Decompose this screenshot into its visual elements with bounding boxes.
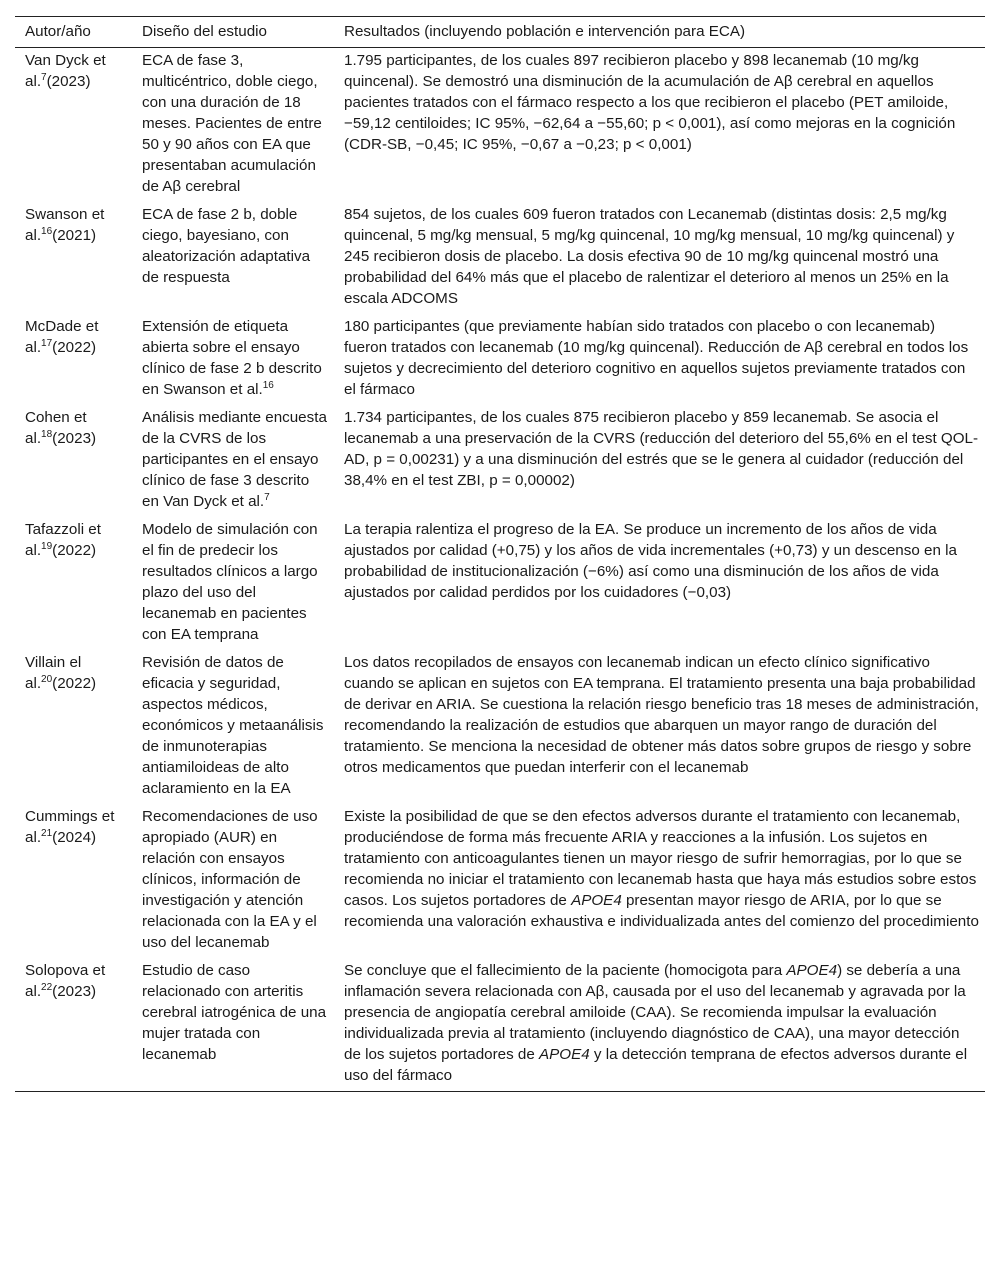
author-cell bbox=[15, 48, 132, 203]
design-cell bbox=[132, 804, 334, 958]
design-cell bbox=[132, 202, 334, 314]
author-cell bbox=[15, 314, 132, 405]
results-text-part: Existe la posibilidad de que se den efectos adversos durante el tratamiento con lecanemab, produciéndose de forma más frecuente ARIA y reacciones a la infusión. Los sujetos en tratamiento con anticoagulantes tienen un mayor riesgo de sufrir hemorragias, por lo que se recomienda no iniciar el tratamiento con lecanemab hasta que haya más estudios sobre estos casos. Los sujetos portadores de bbox=[344, 808, 977, 909]
author-cell bbox=[15, 517, 132, 650]
results-text: 1.795 participantes, de los cuales 897 recibieron placebo y 898 lecanemab (10 mg/kg quincenal). Se demostró una disminución de la acumulación de Aβ cerebral en aquellos pacientes tratados con el fármaco respecto a los que recibieron el placebo (PET amiloide, −59,12 centiloides; IC 95%, −62,64 a −55,60; p < 0,001), así como mejoras en la cognición (CDR-SB, −0,45; IC 95%, −0,67 a −0,23; p < 0,001) bbox=[344, 52, 956, 153]
design-ref: 7 bbox=[264, 491, 270, 503]
author-year: (2021) bbox=[52, 227, 97, 244]
author-ref: 7 bbox=[41, 71, 47, 83]
author-cell bbox=[15, 202, 132, 314]
results-text: Los datos recopilados de ensayos con lecanemab indican un efecto clínico significativo cuando se aplican en sujetos con EA temprana. El tratamiento presenta una baja probabilidad de derivar en ARIA. Se cuestiona la relación riesgo beneficio tras 18 meses de administración, recomendando la realización de estudios que abarquen un mayor rango de duración del tratamiento. Se menciona la necesidad de obtener más datos sobre grupos de riesgo y sobre otros medicamentos que puedan interferir con el lecanemab bbox=[344, 654, 979, 776]
author-name: Cummings et al. bbox=[25, 808, 115, 846]
author-year: (2022) bbox=[52, 542, 97, 559]
design-text: ECA de fase 2 b, doble ciego, bayesiano, con aleatorización adaptativa de respuesta bbox=[142, 206, 311, 286]
table-body bbox=[15, 48, 985, 1092]
author-name: Cohen et al. bbox=[25, 409, 87, 447]
design-cell bbox=[132, 958, 334, 1092]
results-cell bbox=[334, 314, 985, 405]
author-year: (2023) bbox=[52, 430, 97, 447]
results-cell bbox=[334, 958, 985, 1092]
author-cell bbox=[15, 405, 132, 517]
author-year: (2024) bbox=[52, 829, 97, 846]
author-name: Solopova et al. bbox=[25, 962, 106, 1000]
results-cell bbox=[334, 405, 985, 517]
author-cell bbox=[15, 650, 132, 804]
table-row bbox=[15, 804, 985, 958]
results-cell bbox=[334, 48, 985, 203]
results-cell bbox=[334, 202, 985, 314]
results-text-part: y la detección temprana de efectos adversos durante el uso del fármaco bbox=[344, 1046, 968, 1084]
gene-name: APOE4 bbox=[571, 892, 622, 909]
header-results: Resultados (incluyendo población e intervención para ECA) bbox=[334, 17, 985, 48]
table-row bbox=[15, 650, 985, 804]
author-cell bbox=[15, 958, 132, 1092]
design-text: Estudio de caso relacionado con arteritis cerebral iatrogénica de una mujer tratada con lecanemab bbox=[142, 962, 327, 1063]
author-year: (2022) bbox=[52, 675, 97, 692]
author-ref: 16 bbox=[41, 225, 53, 237]
design-cell bbox=[132, 48, 334, 203]
author-year: (2023) bbox=[46, 73, 91, 90]
results-cell bbox=[334, 804, 985, 958]
author-cell bbox=[15, 804, 132, 958]
results-text-part: ) se debería a una inflamación severa relacionada con Aβ, causada por el uso del lecanemab y agravada por la presencia de angiopatía cerebral amiloide (CAA). Se recomienda impulsar la evaluación individualizada previa al tratamiento (incluyendo diagnóstico de CAA), una mayor detección de los sujetos portadores de bbox=[344, 962, 966, 1063]
author-ref: 20 bbox=[41, 673, 53, 685]
author-name: Tafazzoli et al. bbox=[25, 521, 101, 559]
results-cell bbox=[334, 650, 985, 804]
design-ref: 16 bbox=[262, 379, 274, 391]
design-text: Análisis mediante encuesta de la CVRS de los participantes en el ensayo clínico de fase 3 descrito en Van Dyck et al. bbox=[142, 409, 327, 510]
header-row bbox=[15, 17, 985, 48]
author-year: (2022) bbox=[52, 339, 97, 356]
table-row bbox=[15, 958, 985, 1092]
results-text: 180 participantes (que previamente habían sido tratados con placebo o con lecanemab) fueron tratados con lecanemab (10 mg/kg quincenal). Reducción de Aβ cerebral en todos los sujetos y decrecimiento del deterioro cognitivo en aquellos sujetos previamente tratados con el fármaco bbox=[344, 318, 969, 398]
table-row bbox=[15, 517, 985, 650]
author-ref: 22 bbox=[41, 981, 53, 993]
table-row bbox=[15, 314, 985, 405]
design-cell bbox=[132, 314, 334, 405]
studies-table bbox=[15, 16, 985, 1092]
author-name: Swanson et al. bbox=[25, 206, 105, 244]
author-name: Villain el al. bbox=[25, 654, 82, 692]
design-text: Recomendaciones de uso apropiado (AUR) en relación con ensayos clínicos, información de investigación y atención relacionada con la EA y el uso del lecanemab bbox=[142, 808, 318, 951]
results-text: 1.734 participantes, de los cuales 875 recibieron placebo y 859 lecanemab. Se asocia el lecanemab a una preservación de la CVRS (reducción del deterioro del 55,6% en el test QOL-AD, p = 0,00231) y a una disminución del estrés que se le genera al cuidador (reducción del 38,4% en el test ZBI, p = 0,00002) bbox=[344, 409, 979, 489]
design-cell bbox=[132, 517, 334, 650]
design-cell bbox=[132, 405, 334, 517]
author-name: Van Dyck et al. bbox=[25, 52, 106, 90]
table-header bbox=[15, 17, 985, 48]
author-year: (2023) bbox=[52, 983, 97, 1000]
author-name: McDade et al. bbox=[25, 318, 99, 356]
results-text: La terapia ralentiza el progreso de la EA. Se produce un incremento de los años de vida ajustados por calidad (+0,75) y los años de vida incrementales (+0,73) y un descenso en la probabilidad de institucionalización (−6%) así como una disminución de los años de vida ajustados por calidad perdidos por los cuidadores (−0,03) bbox=[344, 521, 957, 601]
table-row bbox=[15, 405, 985, 517]
header-author: Autor/año bbox=[15, 17, 132, 48]
results-text: 854 sujetos, de los cuales 609 fueron tratados con Lecanemab (distintas dosis: 2,5 mg/kg quincenal, 5 mg/kg mensual, 5 mg/kg quincenal, 10 mg/kg mensual, 10 mg/kg quincenal) y 245 recibieron dosis de placebo. La dosis efectiva 90 de 10 mg/kg quincenal mostró una probabilidad del 64% más que el placebo de ralentizar el deterioro al menos un 25% en la escala ADCOMS bbox=[344, 206, 955, 307]
results-text-part: Se concluye que el fallecimiento de la paciente (homocigota para bbox=[344, 962, 787, 979]
results-text-part: presentan mayor riesgo de ARIA, por lo que se recomienda una valoración exhaustiva e individualizada antes del comienzo del procedimiento bbox=[344, 892, 979, 930]
design-text: ECA de fase 3, multicéntrico, doble ciego, con una duración de 18 meses. Pacientes de entre 50 y 90 años con EA que presentaban acumulación de Aβ cerebral bbox=[142, 52, 322, 195]
table-row bbox=[15, 202, 985, 314]
design-cell bbox=[132, 650, 334, 804]
gene-name: APOE4 bbox=[786, 962, 838, 979]
author-ref: 19 bbox=[41, 540, 53, 552]
design-text: Revisión de datos de eficacia y seguridad, aspectos médicos, económicos y metaanálisis de inmunoterapias antiamiloideas de alto aclaramiento en la EA bbox=[142, 654, 324, 797]
header-design: Diseño del estudio bbox=[132, 17, 334, 48]
author-ref: 21 bbox=[41, 827, 53, 839]
table-row bbox=[15, 48, 985, 203]
design-text: Modelo de simulación con el fin de predecir los resultados clínicos a largo plazo del uso del lecanemab en pacientes con EA temprana bbox=[142, 521, 318, 643]
results-cell bbox=[334, 517, 985, 650]
gene-name: APOE4 bbox=[539, 1046, 590, 1063]
design-text: Extensión de etiqueta abierta sobre el ensayo clínico de fase 2 b descrito en Swanson et al. bbox=[142, 318, 322, 398]
author-ref: 18 bbox=[41, 428, 53, 440]
author-ref: 17 bbox=[41, 337, 53, 349]
